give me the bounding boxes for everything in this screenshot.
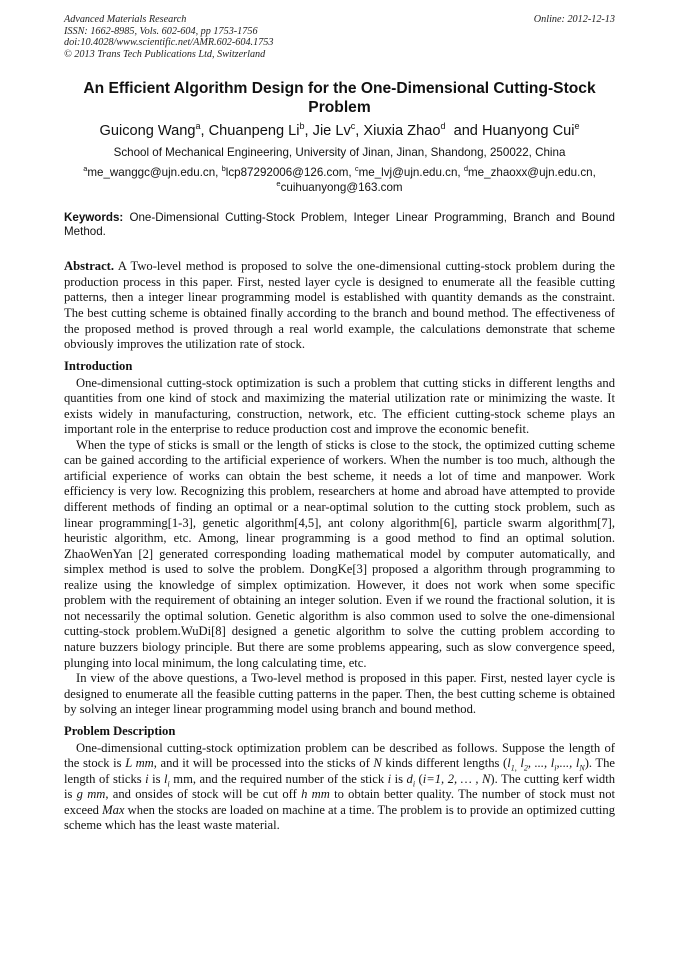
author-name: Xiuxia Zhao bbox=[363, 123, 441, 140]
math-symbol: l bbox=[575, 756, 580, 771]
paragraph bbox=[64, 741, 615, 834]
online-date: Online: 2012-12-13 bbox=[533, 14, 615, 25]
email-address[interactable]: me_zhaoxx@ujn.edu.cn, bbox=[468, 166, 596, 180]
email-address[interactable]: lcp87292006@126.com, bbox=[225, 166, 355, 180]
math-var: $d_i$ bbox=[406, 771, 416, 789]
text-run: , and onsides of stock will be cut off bbox=[105, 787, 302, 802]
author-name: Jie Lv bbox=[312, 123, 351, 140]
text-run: is bbox=[148, 771, 165, 786]
author-sup: b bbox=[299, 121, 305, 132]
math-symbol: l bbox=[507, 756, 511, 771]
section-heading-introduction: Introduction bbox=[64, 358, 133, 373]
text-run: is bbox=[391, 771, 407, 786]
math-var: Max bbox=[102, 802, 125, 817]
email-address[interactable]: me_lvj@ujn.edu.cn, bbox=[358, 166, 464, 180]
author-list bbox=[64, 122, 615, 140]
author-name: Guicong Wang bbox=[99, 123, 196, 140]
text-run: One-dimensional cutting-stock optimization problem can be described as follows. Suppose the length of the stock is bbox=[64, 740, 615, 771]
author-sup: e bbox=[574, 121, 580, 132]
email-sup: a bbox=[83, 164, 88, 174]
doi-line: doi:10.4028/www.scientific.net/AMR.602-604.1753 bbox=[64, 37, 274, 49]
author-separator: and bbox=[445, 123, 482, 140]
journal-name: Advanced Materials Research bbox=[64, 14, 187, 25]
text-run: ( bbox=[415, 771, 423, 786]
email-sup: b bbox=[221, 164, 226, 174]
introduction-body bbox=[64, 376, 615, 718]
text-run: ). The cutting kerf width is bbox=[64, 771, 616, 802]
keywords-label: Keywords: bbox=[64, 211, 124, 225]
math-var: L mm bbox=[125, 756, 154, 771]
email-sup: e bbox=[276, 179, 281, 189]
keywords-text: One-Dimensional Cutting-Stock Problem, Integer Linear Programming, Branch and Bound Method. bbox=[64, 211, 615, 239]
author-sup: c bbox=[350, 121, 356, 132]
affiliation: School of Mechanical Engineering, University of Jinan, Jinan, Shandong, 250022, China bbox=[113, 146, 566, 160]
text-run: to obtain better quality. The number of stock must not exceed bbox=[64, 787, 615, 817]
text-run: kinds different lengths ( bbox=[381, 756, 508, 771]
email-sup: d bbox=[463, 164, 469, 174]
copyright-line: © 2013 Trans Tech Publications Ltd, Switzerland bbox=[64, 48, 266, 60]
section-heading-problem-description: Problem Description bbox=[64, 723, 176, 738]
math-var: h mm bbox=[301, 787, 330, 802]
author-name: Chuanpeng Li bbox=[208, 123, 300, 140]
email-address[interactable]: cuihuanyong@163.com bbox=[280, 181, 403, 195]
text-run: , and it will be processed into the sticks of bbox=[153, 756, 374, 771]
text-run: when the stocks are loaded on machine at a time. The problem is to provide an optimized cutting scheme which has the least waste material. bbox=[64, 802, 615, 833]
text-run: mm, and the required number of the stick bbox=[169, 771, 388, 786]
math-var: i bbox=[145, 771, 149, 786]
publication-header bbox=[64, 14, 615, 60]
author-separator: , bbox=[304, 123, 313, 140]
math-var: i bbox=[387, 771, 392, 786]
math-var: N bbox=[373, 756, 382, 771]
paragraph: One-dimensional cutting-stock optimization is such a problem that cutting sticks in different lengths and quantities from one kind of stock and maximizing the material utilization rate or minimizing the waste. It exists widely in manufacturing, construction, network, etc. The efficient cutting-stock scheme plays an important role in the enterprise to reduce production cost and improve the economic benefit. bbox=[64, 375, 615, 437]
math-var: $l_i$ bbox=[164, 771, 170, 789]
math-symbol: l bbox=[164, 771, 168, 786]
keywords bbox=[64, 211, 615, 239]
math-symbol: l bbox=[520, 756, 524, 771]
author-separator: , bbox=[200, 123, 209, 140]
author-sup: a bbox=[195, 121, 201, 132]
email-list bbox=[64, 165, 615, 195]
paper-title: An Efficient Algorithm Design for the One-Dimensional Cutting-Stock Problem bbox=[83, 80, 596, 117]
abstract bbox=[64, 259, 615, 352]
issn-line: ISSN: 1662-8985, Vols. 602-604, pp 1753-1756 bbox=[64, 25, 258, 37]
email-sup: c bbox=[354, 164, 359, 174]
abstract-label: Abstract. bbox=[64, 259, 115, 274]
abstract-text: A Two-level method is proposed to solve the one-dimensional cutting-stock problem during the production process in this paper. First, nested layer cycle is designed to enumerate all the feasible cutting patterns, then a integer linear programming model is established with quantity demands as the constraint. The best cutting scheme is obtained finally according to the branch and bound method. The effectiveness of the proposed method is proved through a real world example, the calculations demonstrate that scheme obviously improves the utilization rate of stock. bbox=[64, 259, 615, 352]
paragraph: In view of the above questions, a Two-level method is proposed in this paper. First, nested layer cycle is designed to enumerate all the feasible cutting patterns in the paper. Then, the best cutting scheme is obtained by solving an integer linear programming model using branch and bound method. bbox=[64, 671, 615, 717]
paragraph: When the type of sticks is small or the length of sticks is close to the stock, the optimized cutting scheme can be gained according to the artificial experience of workers. When the number is too much, although the artificial experience of works can obtain the best scheme, it needs a lot of time and manpower. Work efficiency is very low. Recognizing this problem, researchers at home and abroad have attempted to provide different methods of finding an optimal or a near-optimal solution to the cutting stock problem, such as linear programming[1-3], genetic algorithm[4,5], ant colony algorithm[6], particle swarm algorithm[7], heuristic algorithm, etc. Among, linear programming is a good method to find an optimal solution. ZhaoWenYan [2] generated corresponding loading mathematical model by computer automatically, and simplex method is used to solve the problem. DongKe[3] proposed a algorithm through programming to realize using the knowledge of simplex optimization. However, it does not work when some specific problem with the requirement of obtaining an integer solution. Even if we round the fractional solution, it is not necessarily the optimal solution. Genetic algorithm is also common used to solve the one-dimensional cutting-stock problem.WuDi[8] designed a genetic algorithm to solve the cutting problem according to nature buzzers biology principle. But there are some problems appearing, such as slow convergence speed, plunging into local minimum, the long calculating time, etc. bbox=[64, 437, 615, 670]
email-address[interactable]: me_wanggc@ujn.edu.cn, bbox=[87, 166, 222, 180]
text-run: ). The length of sticks bbox=[64, 756, 615, 786]
author-sup: d bbox=[440, 121, 446, 132]
problem-body bbox=[64, 741, 615, 834]
math-var: i=1, 2, … , N bbox=[422, 771, 491, 786]
paper-page bbox=[64, 14, 615, 834]
math-var: g mm bbox=[76, 787, 106, 802]
math-symbol: l bbox=[550, 756, 555, 771]
math-var: $l_{1,}$ $l_2$, ..., $l_i$,..., $l_N$ bbox=[507, 756, 585, 773]
math-symbol: d bbox=[406, 771, 413, 786]
author-name: Huanyong Cui bbox=[481, 123, 575, 140]
author-separator: , bbox=[355, 123, 364, 140]
